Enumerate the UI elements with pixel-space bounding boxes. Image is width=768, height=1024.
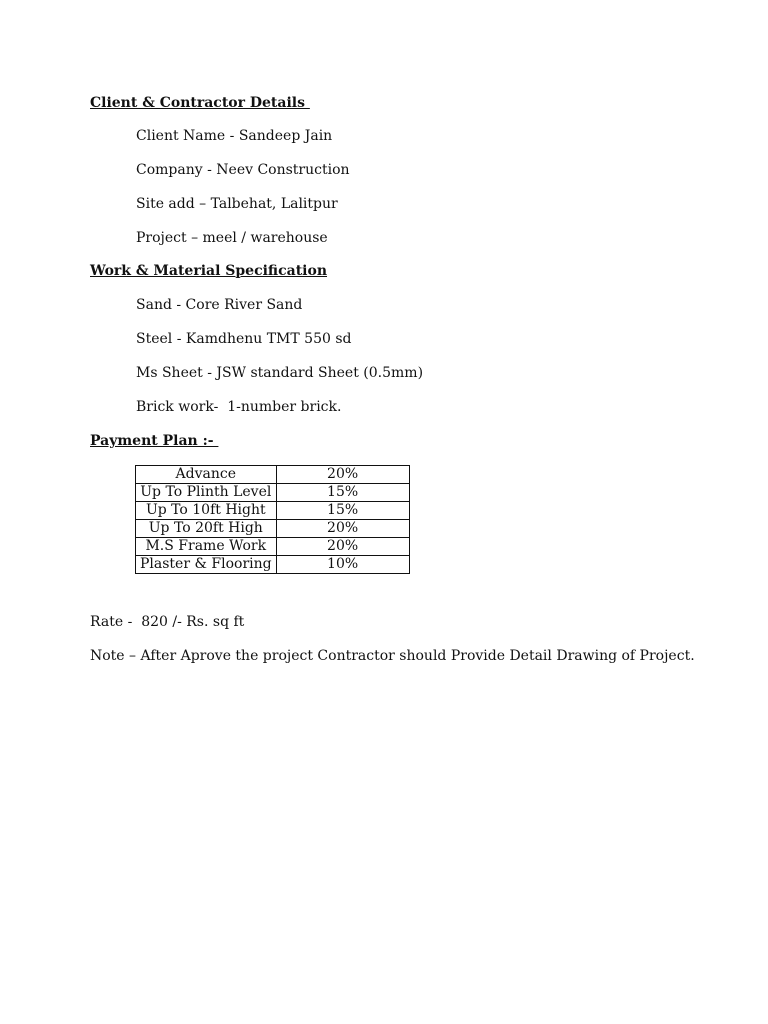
stage-cell: Up To Plinth Level — [136, 484, 277, 502]
payment-plan-heading: Payment Plan :- — [90, 433, 219, 449]
percent-cell: 15% — [276, 484, 409, 502]
sand-line: Sand - Core River Sand — [136, 297, 303, 313]
table-row — [136, 502, 410, 520]
note-line: Note – After Aprove the project Contractor should Provide Detail Drawing of Project. — [90, 648, 695, 664]
stage-cell: Plaster & Flooring — [136, 556, 277, 574]
percent-cell: 10% — [276, 556, 409, 574]
percent-cell: 20% — [276, 466, 409, 484]
rate-line: Rate - 820 /- Rs. sq ft — [90, 614, 245, 630]
site-address-line: Site add – Talbehat, Lalitpur — [136, 196, 338, 212]
stage-cell: Up To 20ft High — [136, 520, 277, 538]
steel-line: Steel - Kamdhenu TMT 550 sd — [136, 331, 352, 347]
table-row — [136, 484, 410, 502]
ms-sheet-line: Ms Sheet - JSW standard Sheet (0.5mm) — [136, 365, 424, 381]
client-contractor-heading: Client & Contractor Details — [90, 95, 310, 111]
stage-cell: M.S Frame Work — [136, 538, 277, 556]
client-name-line: Client Name - Sandeep Jain — [136, 128, 333, 144]
payment-plan-table — [135, 465, 410, 574]
project-line: Project – meel / warehouse — [136, 230, 328, 246]
percent-cell: 20% — [276, 538, 409, 556]
percent-cell: 15% — [276, 502, 409, 520]
company-line: Company - Neev Construction — [136, 162, 350, 178]
percent-cell: 20% — [276, 520, 409, 538]
table-row — [136, 556, 410, 574]
table-row — [136, 538, 410, 556]
stage-cell: Advance — [136, 466, 277, 484]
table-row — [136, 466, 410, 484]
work-material-heading: Work & Material Specification — [90, 263, 328, 279]
brick-work-line: Brick work- 1-number brick. — [136, 399, 342, 415]
table-row — [136, 520, 410, 538]
stage-cell: Up To 10ft Hight — [136, 502, 277, 520]
